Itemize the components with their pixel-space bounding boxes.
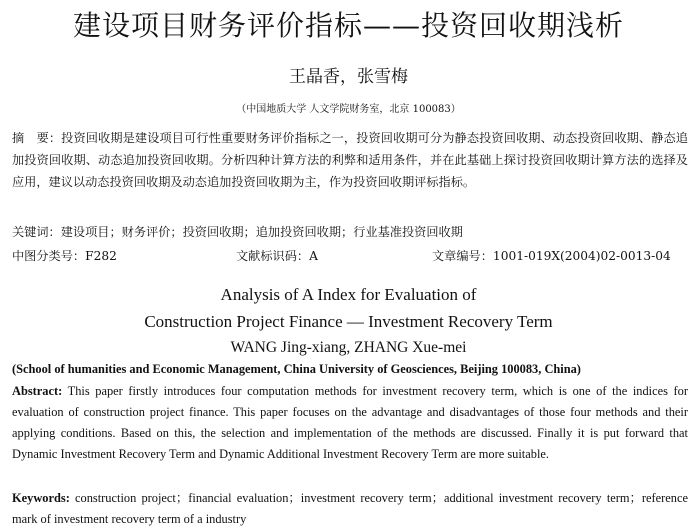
affiliation-en: (School of humanities and Economic Management, China University of Geosciences, Beijing 100083, China) — [12, 362, 581, 376]
keywords-en-label: Keywords: — [12, 491, 70, 505]
keywords-cn-text: 建设项目；财务评价；投资回收期；追加投资回收期；行业基准投资回收期 — [60, 225, 463, 239]
abstract-en-label: Abstract: — [12, 384, 63, 398]
abstract-en-text: This paper firstly introduces four computation methods for investment recovery term, which is one of the indices for evaluation of construction project finance. This paper focuses on the advantage and disadvantages of those four methods and their applying conditions. Based on this, the selection and implementation of the methods are discussed. Finally it is put forward that Dynamic Investment Recovery Term and Dynamic Additional Investment Recovery Term are more suitable. — [12, 384, 688, 461]
keywords-cn — [12, 223, 463, 240]
abstract-cn — [12, 127, 688, 215]
affiliation-cn: （中国地质大学 人文学院财务室，北京 100083） — [236, 104, 461, 115]
page-title: 建设项目财务评价指标——投资回收期浅析 — [72, 9, 624, 42]
authors-en: WANG Jing-xiang, ZHANG Xue-mei — [230, 339, 467, 356]
abstract-en — [12, 381, 688, 465]
article-number: 文章编号：1001-019X(2004)02-0013-04 — [432, 249, 671, 263]
keywords-cn-label: 关键词： — [12, 225, 61, 239]
document-code: 文献标识码：A — [236, 249, 318, 263]
clc-number: 中图分类号：F282 — [12, 249, 117, 263]
keywords-en-text: construction project；financial evaluation；investment recovery term；additional investment recovery term；reference mark of investment recovery term of a industry — [12, 491, 688, 526]
keywords-en — [12, 488, 688, 530]
authors-cn: 王晶香，张雪梅 — [289, 67, 408, 87]
title-en-line2: Construction Project Finance — Investment Recovery Term — [144, 312, 553, 331]
abstract-cn-text: 投资回收期是建设项目可行性重要财务评价指标之一，投资回收期可分为静态投资回收期、动态投资回收期、静态追加投资回收期、动态追加投资回收期。分析四种计算方法的利弊和适用条件，并在此基础上探讨投资回收期计算方法的选择及应用，建议以动态投资回收期及动态追加投资回收期为主，作为投资回收期评标指标。 — [12, 131, 688, 189]
abstract-cn-label: 摘 要： — [12, 131, 62, 145]
title-en-line1: Analysis of A Index for Evaluation of — [220, 285, 477, 304]
